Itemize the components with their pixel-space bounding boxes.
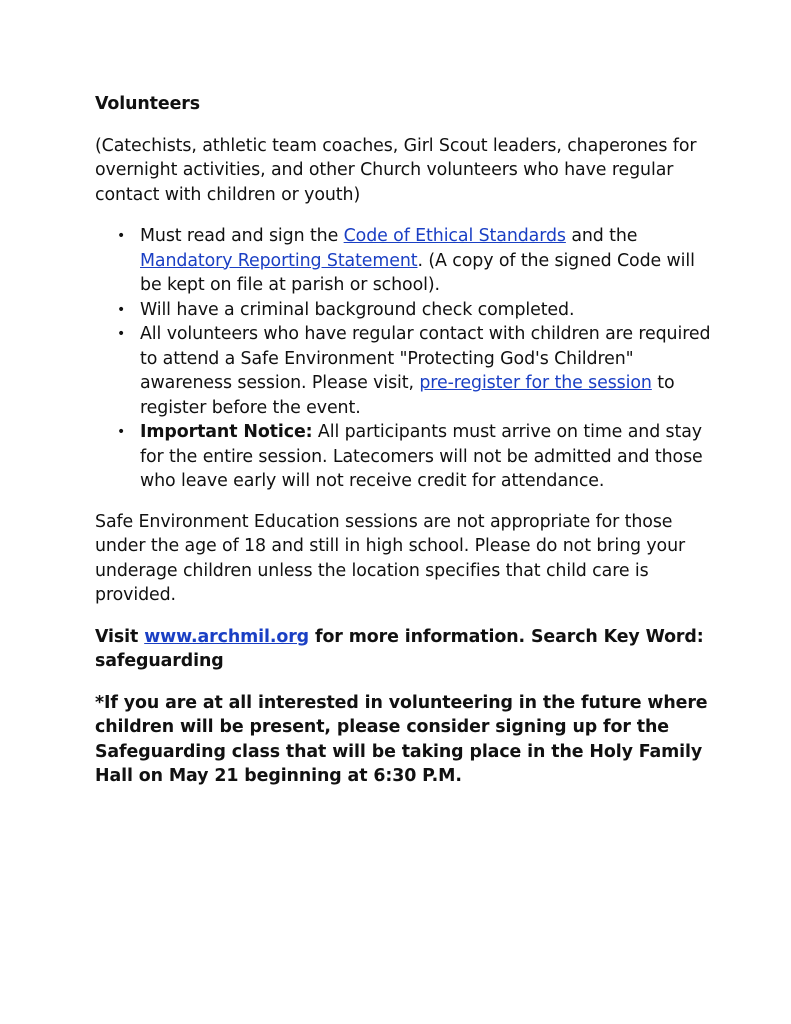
requirements-list xyxy=(95,224,715,494)
volunteer-types-paragraph: (Catechists, athletic team coaches, Girl Scout leaders, chaperones for overnight activities, and other Church volunteers who have regular contact with children or youth) xyxy=(95,135,697,205)
list-item-text: Must read and sign the xyxy=(140,226,344,246)
list-item-awareness-session xyxy=(95,322,715,420)
list-item-text: to register before the event. xyxy=(140,373,675,418)
safeguarding-class-paragraph: *If you are at all interested in volunteering in the future where children will be present, please consider signing up for the Safeguarding class that will be taking place in the Holy Family Hall on May 21 beginning at 6:30 P.M. xyxy=(95,692,708,786)
list-item-important-notice xyxy=(95,420,715,494)
list-item-text: . (A copy of the signed Code will be kept on file at parish or school). xyxy=(140,250,695,295)
visit-website-paragraph xyxy=(95,625,715,674)
section-heading: Volunteers xyxy=(95,94,201,114)
list-item-text: All participants must arrive on time and stay for the entire session. Latecomers will not be admitted and those who leave early will not receive credit for attendance. xyxy=(140,422,703,491)
code-of-ethical-standards-link[interactable]: Code of Ethical Standards xyxy=(343,226,566,246)
mandatory-reporting-statement-link[interactable]: Mandatory Reporting Statement xyxy=(140,250,418,271)
list-item-background-check xyxy=(95,298,715,323)
list-item-text: All volunteers who have regular contact with children are required to attend a Safe Environment "Protecting God's Children" awareness session. Please visit, xyxy=(140,324,711,393)
bullet-icon: • xyxy=(117,326,126,342)
pre-register-link[interactable]: pre-register for the session xyxy=(419,373,652,393)
archmil-website-link[interactable]: www.archmil.org xyxy=(144,626,310,647)
bullet-icon: • xyxy=(117,424,126,440)
visit-text: Visit xyxy=(95,626,145,647)
age-restriction-paragraph: Safe Environment Education sessions are not appropriate for those under the age of 18 and still in high school. Please do not bring your underage children unless the location specifies that child care is provided. xyxy=(95,511,686,605)
list-item-text: and the xyxy=(565,226,638,246)
bullet-icon: • xyxy=(117,228,126,244)
list-item-code-of-ethics xyxy=(95,224,715,298)
document-page xyxy=(95,92,715,806)
list-item-text: Will have a criminal background check completed. xyxy=(140,299,575,320)
important-notice-label: Important Notice: xyxy=(140,422,313,442)
visit-text: for more information. Search Key Word: safeguarding xyxy=(95,626,704,671)
bullet-icon: • xyxy=(117,301,126,318)
